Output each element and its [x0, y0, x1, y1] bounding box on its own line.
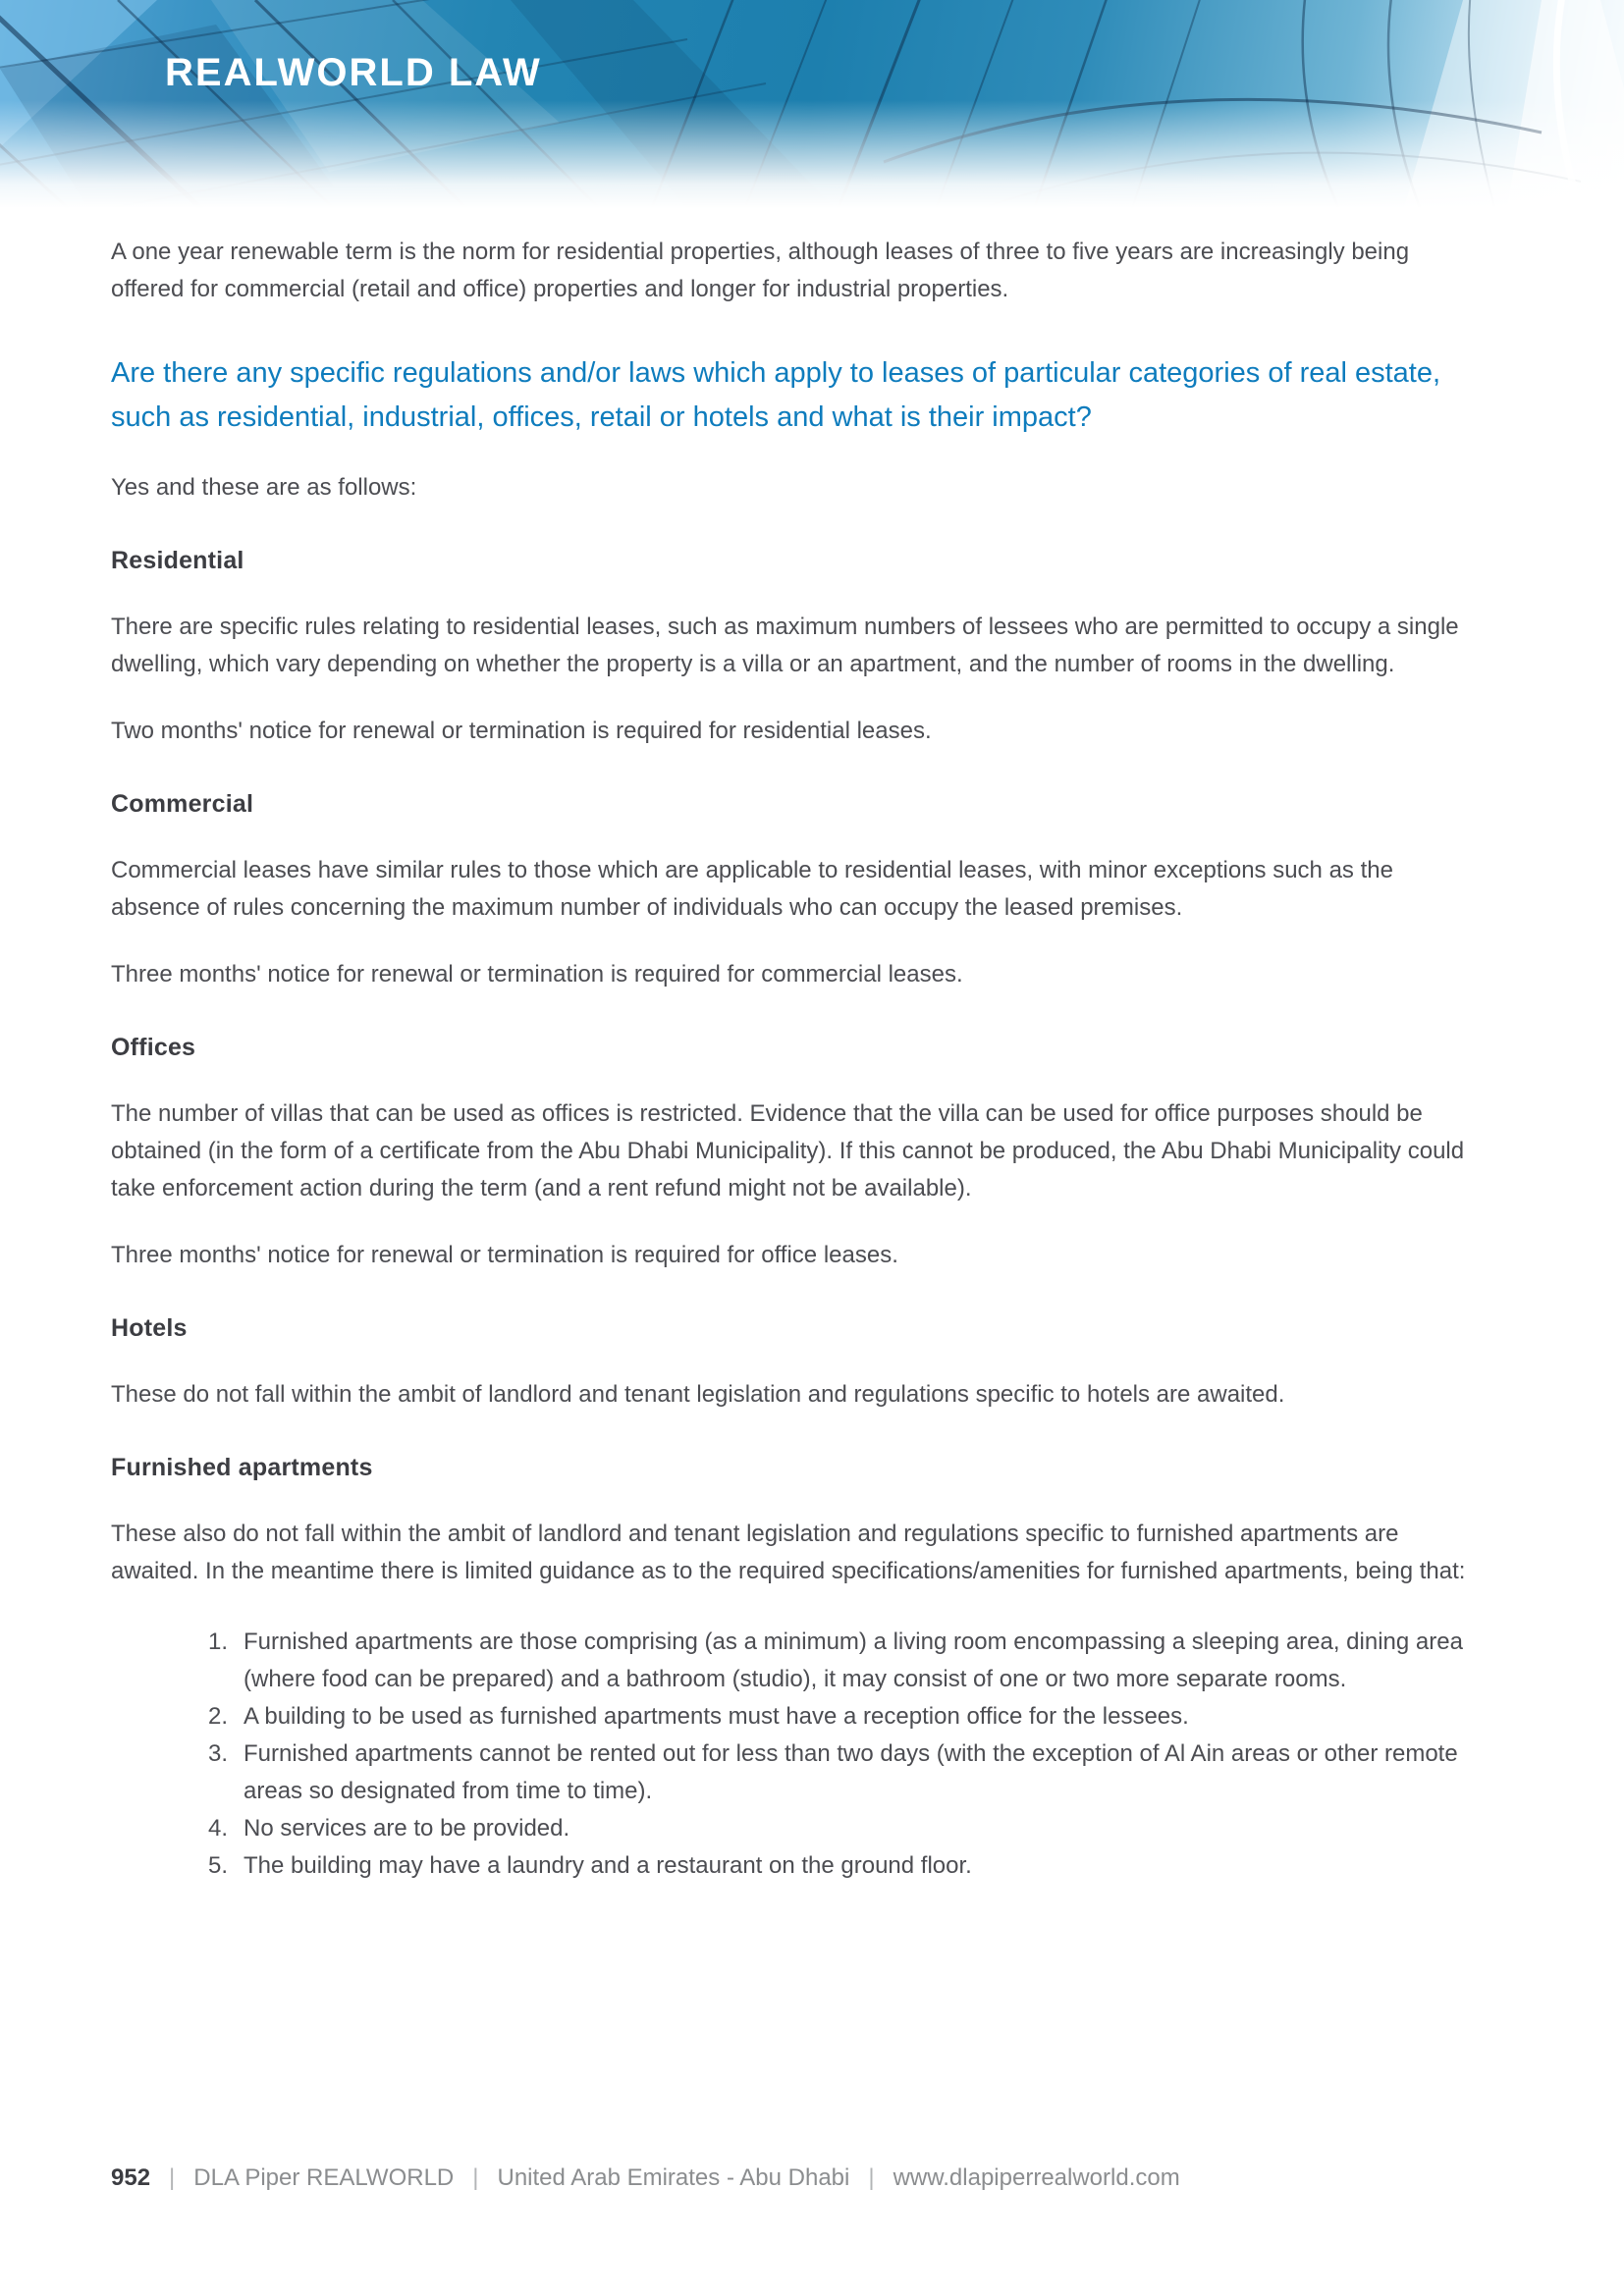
list-item-number: 4.	[208, 1815, 229, 1842]
footer-website-link[interactable]: www.dlapiperrealworld.com	[893, 2164, 1180, 2191]
list-item-number: 1.	[208, 1629, 229, 1655]
hotels-paragraph: These do not fall within the ambit of landlord and tenant legislation and regulations specific to hotels are awaited.	[111, 1381, 1285, 1408]
list-item-number: 3.	[208, 1740, 229, 1767]
commercial-notice-paragraph: Three months' notice for renewal or termination is required for commercial leases.	[111, 961, 963, 988]
offices-notice-paragraph: Three months' notice for renewal or termination is required for office leases.	[111, 1242, 898, 1268]
residential-notice-paragraph: Two months' notice for renewal or termination is required for residential leases.	[111, 718, 932, 744]
list-item-number: 5.	[208, 1852, 229, 1879]
list-item-number: 2.	[208, 1703, 229, 1730]
page-footer	[111, 2162, 1180, 2195]
page-number: 952	[111, 2164, 151, 2191]
header-banner	[0, 0, 1624, 208]
list-item	[111, 1847, 1475, 1885]
furnished-apartments-paragraph: These also do not fall within the ambit of landlord and tenant legislation and regulations specific to furnished apartments are awaited. In the meantime there is limited guidance as to the required specifications/amenities for furnished apartments, being that:	[111, 1521, 1466, 1584]
section-heading-offices: Offices	[111, 1034, 196, 1061]
list-item-text: Furnished apartments cannot be rented out for less than two days (with the exception of Al Ain areas or other remote areas so designated from time to time).	[244, 1740, 1458, 1804]
list-item-text: Furnished apartments are those comprising (as a minimum) a living room encompassing a sleeping area, dining area (where food can be prepared) and a bathroom (studio), it may consist of one or two more separate rooms.	[244, 1629, 1463, 1692]
list-item	[111, 1735, 1475, 1810]
list-item	[111, 1810, 1475, 1847]
list-item	[111, 1624, 1475, 1698]
list-item	[111, 1698, 1475, 1735]
list-item-text: The building may have a laundry and a restaurant on the ground floor.	[244, 1852, 972, 1879]
answer-intro: Yes and these are as follows:	[111, 474, 417, 501]
footer-separator: |	[868, 2164, 875, 2191]
section-heading-residential: Residential	[111, 547, 244, 574]
footer-separator: |	[472, 2164, 479, 2191]
question-heading: Are there any specific regulations and/or laws which apply to leases of particular categories of real estate, such as residential, industrial, offices, retail or hotels and what is their impact?	[111, 357, 1441, 433]
footer-jurisdiction: United Arab Emirates - Abu Dhabi	[497, 2164, 850, 2191]
document-body	[0, 208, 1624, 1885]
list-item-text: A building to be used as furnished apartments must have a reception office for the lessees.	[244, 1703, 1189, 1730]
offices-paragraph: The number of villas that can be used as offices is restricted. Evidence that the villa can be used for office purposes should be obtained (in the form of a certificate from the Abu Dhabi Municipality). If this cannot be produced, the Abu Dhabi Municipality could take enforcement action during the term (and a rent refund might not be available).	[111, 1100, 1465, 1201]
section-heading-commercial: Commercial	[111, 790, 254, 818]
section-heading-hotels: Hotels	[111, 1314, 188, 1342]
footer-separator: |	[169, 2164, 176, 2191]
banner-white-fade	[0, 100, 1624, 208]
commercial-paragraph: Commercial leases have similar rules to those which are applicable to residential leases, with minor exceptions such as the absence of rules concerning the maximum number of individuals who can occupy the leased premises.	[111, 857, 1393, 921]
residential-paragraph: There are specific rules relating to residential leases, such as maximum numbers of lessees who are permitted to occupy a single dwelling, which vary depending on whether the property is a villa or an apartment, and the number of rooms in the dwelling.	[111, 614, 1459, 677]
brand-title: REALWORLD LAW	[165, 51, 542, 94]
footer-publication: DLA Piper REALWORLD	[193, 2164, 455, 2191]
furnished-apartments-list	[111, 1624, 1475, 1885]
intro-paragraph: A one year renewable term is the norm for residential properties, although leases of three to five years are increasingly being offered for commercial (retail and office) properties and longer for industrial properties.	[111, 239, 1410, 302]
list-item-text: No services are to be provided.	[244, 1815, 570, 1842]
section-heading-furnished-apartments: Furnished apartments	[111, 1454, 373, 1481]
